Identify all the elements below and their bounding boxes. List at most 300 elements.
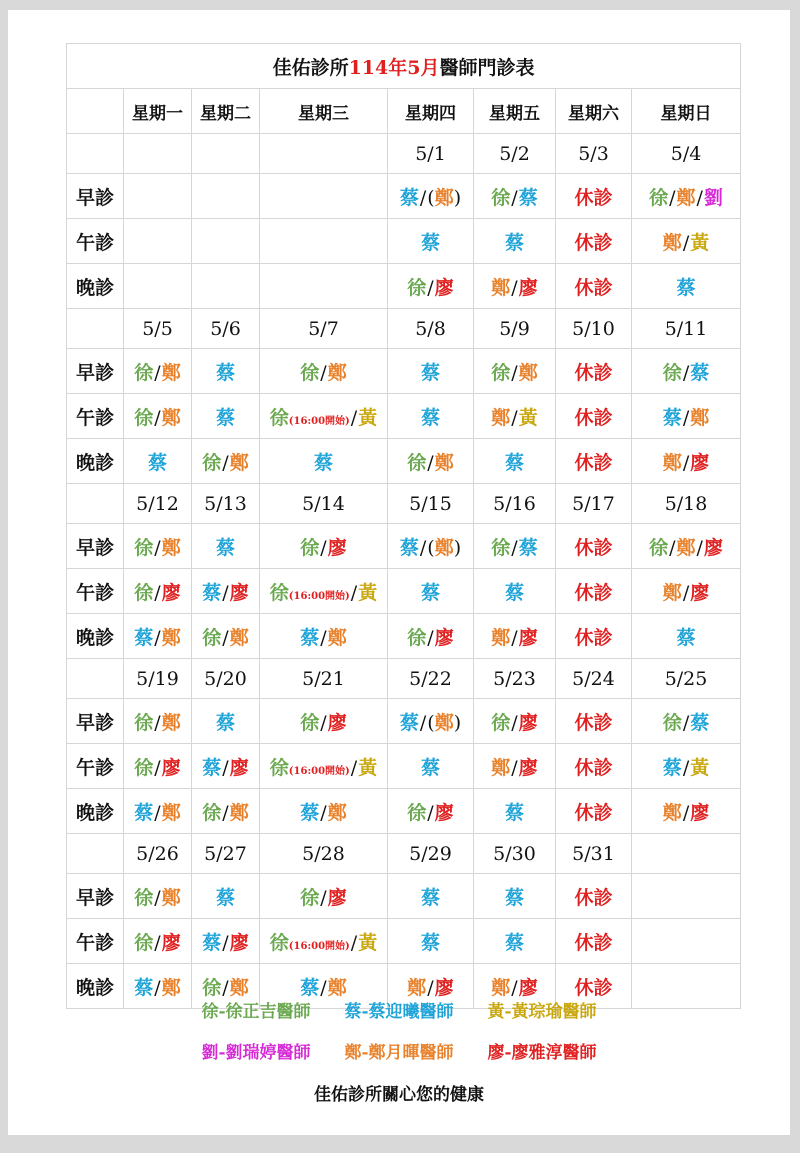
doctor-name: 徐 — [649, 536, 669, 559]
schedule-cell — [260, 744, 388, 789]
separator: / — [222, 581, 229, 604]
doctor-name: 鄭 — [161, 886, 181, 909]
separator: / — [222, 931, 229, 954]
legend-item: 劉-劉瑞婷醫師 — [201, 1043, 311, 1063]
doctor-name: 廖 — [161, 581, 181, 604]
doctor-name: 徐 — [134, 361, 154, 384]
separator: / — [511, 276, 518, 299]
schedule-cell — [124, 349, 192, 394]
date-cell: 5/21 — [260, 659, 388, 699]
doctor-name: 黃 — [358, 931, 378, 954]
doctor-name: 鄭 — [662, 231, 682, 254]
schedule-cell — [632, 789, 741, 834]
schedule-cell — [632, 744, 741, 789]
date-cell: 5/19 — [124, 659, 192, 699]
date-row — [67, 834, 741, 874]
title-highlight: 114年5月 — [348, 56, 440, 79]
legend-row-2 — [8, 1038, 790, 1063]
doctor-name: 蔡 — [399, 536, 419, 559]
schedule-cell — [260, 569, 388, 614]
date-cell: 5/20 — [192, 659, 260, 699]
doctor-name: 蔡 — [147, 451, 167, 474]
doctor-name: 鄭 — [161, 536, 181, 559]
doctor-name: 徐 — [202, 976, 222, 999]
schedule-cell — [260, 919, 388, 964]
doctor-name: 鄭 — [491, 756, 511, 779]
schedule-cell — [474, 874, 556, 919]
doctor-name: 廖 — [327, 536, 347, 559]
separator: / — [511, 536, 518, 559]
doctor-name: 廖 — [518, 756, 538, 779]
separator: / — [427, 276, 434, 299]
separator: / — [427, 801, 434, 824]
date-row-label — [67, 134, 124, 174]
date-cell — [124, 134, 192, 174]
weekday-header: 星期三 — [260, 89, 388, 134]
schedule-title — [67, 44, 741, 89]
separator: / — [419, 186, 427, 209]
schedule-cell — [192, 744, 260, 789]
weekday-header: 星期二 — [192, 89, 260, 134]
session-label: 晚診 — [67, 789, 124, 834]
session-row — [67, 919, 741, 964]
date-cell: 5/2 — [474, 134, 556, 174]
doctor-name: 鄭 — [161, 711, 181, 734]
session-row — [67, 264, 741, 309]
session-row — [67, 439, 741, 484]
doctor-name: 鄭 — [229, 801, 249, 824]
weekday-header: 星期日 — [632, 89, 741, 134]
separator: / — [154, 536, 161, 559]
separator: / — [419, 711, 427, 734]
date-cell: 5/16 — [474, 484, 556, 524]
doctor-name: 鄭 — [690, 406, 710, 429]
doctor-name: 鄭 — [491, 976, 511, 999]
date-cell: 5/6 — [192, 309, 260, 349]
doctor-name: 徐 — [649, 186, 669, 209]
schedule-cell — [124, 744, 192, 789]
date-cell: 5/9 — [474, 309, 556, 349]
header-corner — [67, 89, 124, 134]
doctor-name: 鄭 — [518, 361, 538, 384]
schedule-cell — [556, 174, 632, 219]
doctor-name: 蔡 — [504, 801, 524, 824]
schedule-cell — [388, 919, 474, 964]
schedule-cell — [474, 394, 556, 439]
separator: / — [350, 931, 358, 954]
doctor-name: 徐 — [300, 361, 320, 384]
separator: / — [154, 406, 161, 429]
doctor-name: 徐 — [134, 711, 154, 734]
schedule-cell — [556, 874, 632, 919]
doctor-name: 鄭 — [327, 626, 347, 649]
doctor-name: 徐 — [269, 931, 289, 954]
doctor-name: 廖 — [518, 976, 538, 999]
separator: / — [154, 711, 161, 734]
schedule-cell — [260, 874, 388, 919]
doctor-name: 徐 — [300, 711, 320, 734]
session-label: 晚診 — [67, 439, 124, 484]
separator: / — [222, 976, 229, 999]
schedule-cell — [632, 524, 741, 569]
schedule-cell — [632, 174, 741, 219]
doctor-name: 蔡 — [420, 886, 440, 909]
doctor-name: 廖 — [518, 276, 538, 299]
schedule-cell — [556, 789, 632, 834]
date-cell: 5/13 — [192, 484, 260, 524]
doctor-name: 廖 — [518, 626, 538, 649]
date-cell: 5/27 — [192, 834, 260, 874]
doctor-name: 蔡 — [662, 406, 682, 429]
doctor-name: 徐 — [300, 886, 320, 909]
separator: / — [669, 536, 676, 559]
date-cell: 5/28 — [260, 834, 388, 874]
doctor-name: 黃 — [690, 231, 710, 254]
doctor-name: 鄭 — [161, 361, 181, 384]
closed-label: 休診 — [574, 801, 613, 824]
doctor-name: 蔡 — [690, 711, 710, 734]
legend-item: 蔡-蔡迎曦醫師 — [344, 1002, 454, 1022]
separator: / — [154, 886, 161, 909]
separator: / — [696, 536, 703, 559]
session-row — [67, 789, 741, 834]
schedule-cell — [192, 524, 260, 569]
separator: / — [350, 756, 358, 779]
doctor-name: 蔡 — [202, 756, 222, 779]
doctor-name: 蔡 — [504, 931, 524, 954]
doctor-name: 鄭 — [229, 626, 249, 649]
closed-label: 休診 — [574, 406, 613, 429]
date-cell: 5/25 — [632, 659, 741, 699]
doctor-name: 鄭 — [161, 801, 181, 824]
title-prefix: 佳佑診所 — [272, 56, 349, 79]
separator: / — [154, 581, 161, 604]
schedule-cell — [192, 874, 260, 919]
doctor-name: 黃 — [358, 756, 378, 779]
schedule-cell — [124, 614, 192, 659]
schedule-cell — [474, 789, 556, 834]
schedule-cell — [192, 789, 260, 834]
closed-label: 休診 — [574, 361, 613, 384]
doctor-name: 廖 — [327, 886, 347, 909]
date-cell — [260, 134, 388, 174]
date-cell: 5/3 — [556, 134, 632, 174]
session-label: 午診 — [67, 219, 124, 264]
schedule-cell — [260, 614, 388, 659]
separator: / — [154, 756, 161, 779]
doctor-name: 廖 — [161, 931, 181, 954]
legend-item: 鄭-鄭月暉醫師 — [344, 1043, 454, 1063]
schedule-cell — [388, 524, 474, 569]
session-label: 早診 — [67, 174, 124, 219]
doctor-name: 鄭 — [407, 976, 427, 999]
doctor-name: 鄭 — [676, 186, 696, 209]
doctor-name: 徐 — [202, 451, 222, 474]
schedule-cell — [260, 789, 388, 834]
schedule-cell — [388, 219, 474, 264]
session-row — [67, 524, 741, 569]
schedule-cell — [192, 349, 260, 394]
doctor-name: 廖 — [690, 451, 710, 474]
doctor-name: 蔡 — [215, 711, 235, 734]
separator: / — [154, 361, 161, 384]
separator: / — [427, 976, 434, 999]
doctor-name: 蔡 — [399, 186, 419, 209]
session-row — [67, 614, 741, 659]
legend-item: 黃-黃琮瑜醫師 — [487, 1002, 597, 1022]
closed-label: 休診 — [574, 756, 613, 779]
date-cell: 5/5 — [124, 309, 192, 349]
schedule-cell — [632, 349, 741, 394]
date-cell: 5/18 — [632, 484, 741, 524]
schedule-cell — [388, 874, 474, 919]
doctor-name: 鄭 — [491, 626, 511, 649]
doctor-name: 徐 — [407, 451, 427, 474]
doctor-name: 蔡 — [518, 186, 538, 209]
separator: / — [222, 801, 229, 824]
separator: / — [154, 976, 161, 999]
schedule-cell — [632, 614, 741, 659]
schedule-cell — [124, 699, 192, 744]
date-cell: 5/24 — [556, 659, 632, 699]
doctor-name: 蔡 — [134, 976, 154, 999]
doctor-name: 蔡 — [420, 931, 440, 954]
schedule-cell — [388, 744, 474, 789]
session-row — [67, 569, 741, 614]
doctor-name: 蔡 — [215, 406, 235, 429]
doctor-name: 蔡 — [420, 406, 440, 429]
doctor-name: 徐 — [202, 801, 222, 824]
doctor-name: 徐 — [134, 406, 154, 429]
start-time-note: (16:00開始) — [288, 590, 350, 602]
session-label: 早診 — [67, 874, 124, 919]
doctor-name: 徐 — [134, 536, 154, 559]
start-time-note: (16:00開始) — [288, 415, 350, 427]
doctor-tentative: (鄭) — [427, 536, 462, 559]
weekday-header: 星期一 — [124, 89, 192, 134]
schedule-cell — [124, 919, 192, 964]
session-label: 晚診 — [67, 264, 124, 309]
schedule-cell — [556, 349, 632, 394]
date-row — [67, 659, 741, 699]
separator: / — [682, 756, 690, 779]
doctor-name: 蔡 — [399, 711, 419, 734]
doctor-name: 徐 — [407, 626, 427, 649]
separator: / — [154, 626, 161, 649]
date-cell — [632, 834, 741, 874]
separator: / — [682, 406, 690, 429]
footer-message: 佳佑診所關心您的健康 — [314, 1085, 484, 1105]
schedule-cell — [632, 219, 741, 264]
doctor-name: 廖 — [434, 801, 454, 824]
schedule-cell — [388, 569, 474, 614]
schedule-cell — [388, 394, 474, 439]
legend-row-1 — [8, 997, 790, 1022]
schedule-cell — [388, 174, 474, 219]
doctor-name: 蔡 — [202, 931, 222, 954]
schedule-cell — [474, 219, 556, 264]
session-label: 早診 — [67, 349, 124, 394]
session-label: 晚診 — [67, 614, 124, 659]
schedule-cell — [474, 614, 556, 659]
schedule-cell — [124, 789, 192, 834]
weekday-header: 星期五 — [474, 89, 556, 134]
schedule-cell — [556, 744, 632, 789]
schedule-cell — [556, 394, 632, 439]
closed-label: 休診 — [574, 626, 613, 649]
doctor-name: 鄭 — [434, 451, 454, 474]
doctor-name: 鄭 — [229, 451, 249, 474]
doctor-name: 徐 — [662, 711, 682, 734]
schedule-cell — [632, 569, 741, 614]
schedule-cell — [474, 919, 556, 964]
date-cell: 5/12 — [124, 484, 192, 524]
title-suffix: 醫師門診表 — [439, 56, 535, 79]
doctor-name: 廖 — [229, 581, 249, 604]
date-cell: 5/11 — [632, 309, 741, 349]
schedule-cell — [388, 699, 474, 744]
date-row-label — [67, 834, 124, 874]
schedule-cell — [260, 524, 388, 569]
schedule-cell — [192, 919, 260, 964]
separator: / — [511, 976, 518, 999]
schedule-cell — [632, 699, 741, 744]
doctor-name: 蔡 — [504, 581, 524, 604]
doctor-name: 蔡 — [300, 626, 320, 649]
doctor-tentative: (鄭) — [427, 711, 462, 734]
separator: / — [419, 536, 427, 559]
schedule-cell — [124, 569, 192, 614]
doctor-name: 鄭 — [229, 976, 249, 999]
separator: / — [511, 406, 518, 429]
doctor-name: 徐 — [202, 626, 222, 649]
closed-label: 休診 — [574, 581, 613, 604]
schedule-cell — [260, 174, 388, 219]
separator: / — [222, 756, 229, 779]
separator: / — [427, 451, 434, 474]
date-cell: 5/7 — [260, 309, 388, 349]
doctor-name: 鄭 — [327, 801, 347, 824]
doctor-name: 廖 — [518, 711, 538, 734]
session-label: 午診 — [67, 569, 124, 614]
schedule-cell — [124, 264, 192, 309]
doctor-name: 鄭 — [662, 581, 682, 604]
schedule-cell — [632, 919, 741, 964]
doctor-name: 蔡 — [134, 626, 154, 649]
schedule-cell — [474, 524, 556, 569]
date-cell: 5/26 — [124, 834, 192, 874]
doctor-name: 徐 — [407, 276, 427, 299]
separator: / — [682, 581, 690, 604]
separator: / — [696, 186, 703, 209]
closed-label: 休診 — [574, 931, 613, 954]
schedule-cell — [124, 394, 192, 439]
schedule-cell — [192, 569, 260, 614]
date-row-label — [67, 484, 124, 524]
separator: / — [154, 931, 161, 954]
schedule-cell — [124, 524, 192, 569]
closed-label: 休診 — [574, 536, 613, 559]
date-cell: 5/29 — [388, 834, 474, 874]
doctor-name: 廖 — [327, 711, 347, 734]
date-cell: 5/31 — [556, 834, 632, 874]
doctor-name: 徐 — [269, 756, 289, 779]
separator: / — [682, 361, 690, 384]
schedule-cell — [632, 264, 741, 309]
session-label: 早診 — [67, 524, 124, 569]
doctor-name: 鄭 — [662, 451, 682, 474]
schedule-cell — [388, 349, 474, 394]
separator: / — [320, 536, 327, 559]
doctor-name: 劉 — [703, 186, 723, 209]
date-cell: 5/22 — [388, 659, 474, 699]
separator: / — [222, 626, 229, 649]
separator: / — [320, 711, 327, 734]
legend-item: 廖-廖雅淳醫師 — [487, 1043, 597, 1063]
separator: / — [350, 581, 358, 604]
closed-label: 休診 — [574, 451, 613, 474]
doctor-name: 徐 — [662, 361, 682, 384]
schedule-cell — [192, 219, 260, 264]
separator: / — [320, 626, 327, 649]
schedule-cell — [192, 174, 260, 219]
session-row — [67, 174, 741, 219]
doctor-name: 徐 — [269, 581, 289, 604]
clinic-schedule-table — [66, 43, 741, 1009]
doctor-name: 蔡 — [300, 976, 320, 999]
doctor-name: 蔡 — [662, 756, 682, 779]
doctor-name: 蔡 — [215, 886, 235, 909]
doctor-name: 蔡 — [420, 361, 440, 384]
session-label: 午診 — [67, 394, 124, 439]
schedule-cell — [632, 874, 741, 919]
separator: / — [682, 801, 690, 824]
start-time-note: (16:00開始) — [288, 940, 350, 952]
schedule-cell — [192, 614, 260, 659]
doctor-name: 廖 — [161, 756, 181, 779]
schedule-cell — [192, 264, 260, 309]
schedule-cell — [474, 569, 556, 614]
doctor-name: 鄭 — [327, 976, 347, 999]
doctor-name: 鄭 — [491, 276, 511, 299]
doctor-name: 蔡 — [313, 451, 333, 474]
separator: / — [427, 626, 434, 649]
schedule-cell — [556, 524, 632, 569]
doctor-name: 徐 — [134, 886, 154, 909]
schedule-cell — [474, 349, 556, 394]
schedule-cell — [556, 439, 632, 484]
separator: / — [669, 186, 676, 209]
closed-label: 休診 — [574, 886, 613, 909]
legend-item: 徐-徐正吉醫師 — [201, 1002, 311, 1022]
schedule-cell — [632, 439, 741, 484]
doctor-name: 鄭 — [662, 801, 682, 824]
doctor-name: 蔡 — [518, 536, 538, 559]
session-label: 午診 — [67, 744, 124, 789]
schedule-cell — [260, 699, 388, 744]
separator: / — [511, 361, 518, 384]
doctor-name: 徐 — [134, 581, 154, 604]
weekday-header: 星期四 — [388, 89, 474, 134]
date-row — [67, 134, 741, 174]
doctor-name: 廖 — [229, 756, 249, 779]
schedule-cell — [556, 614, 632, 659]
doctor-name: 徐 — [134, 931, 154, 954]
schedule-cell — [556, 699, 632, 744]
doctor-name: 黃 — [358, 581, 378, 604]
weekday-header: 星期六 — [556, 89, 632, 134]
schedule-cell — [388, 264, 474, 309]
